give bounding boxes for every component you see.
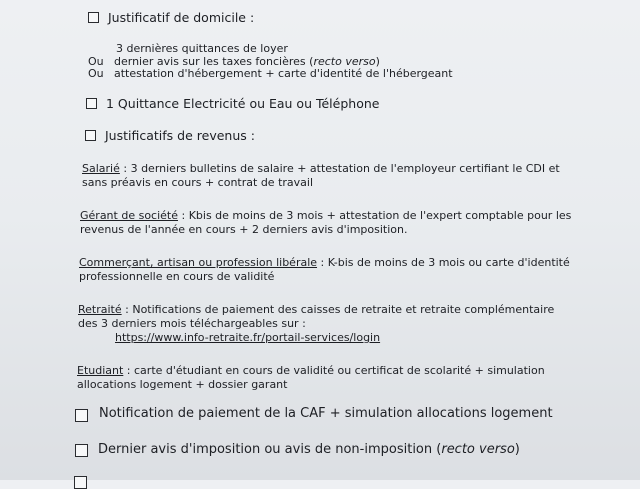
retraite-link[interactable]: https://www.info-retraite.fr/portail-services/login (115, 331, 381, 344)
next-item-checkbox[interactable] (74, 476, 87, 489)
revenus-checkbox[interactable] (85, 130, 96, 141)
revenus-heading: Justificatifs de revenus : (105, 128, 255, 143)
commercant-line-2: professionnelle en cours de validité (79, 270, 275, 283)
domicile-prefix-2: Ou (88, 55, 104, 68)
gerant-line-2: revenus de l'année en cours + 2 derniers avis d'imposition. (80, 223, 408, 236)
salarie-line-1: Salarié : 3 derniers bulletins de salaire + attestation de l'employeur certifiant le CDI et (82, 162, 560, 175)
domicile-prefix-3: Ou (88, 67, 104, 80)
domicile-checkbox[interactable] (88, 12, 99, 23)
caf-checkbox[interactable] (75, 409, 88, 422)
quittance-checkbox[interactable] (86, 98, 97, 109)
salarie-line-2: sans préavis en cours + contrat de travail (82, 176, 314, 189)
etudiant-line-1: Etudiant : carte d'étudiant en cours de validité ou certificat de scolarité + simulation (77, 364, 545, 377)
domicile-line-2: dernier avis sur les taxes foncières (recto verso) (114, 55, 380, 68)
domicile-heading: Justificatif de domicile : (108, 10, 255, 25)
retraite-line-1: Retraité : Notifications de paiement des caisses de retraite et retraite complémentaire (78, 303, 555, 316)
gerant-line-1: Gérant de société : Kbis de moins de 3 mois + attestation de l'expert comptable pour les (80, 209, 572, 222)
quittance-label: 1 Quittance Electricité ou Eau ou Téléphone (106, 96, 380, 111)
imposition-label: Dernier avis d'imposition ou avis de non-imposition (recto verso) (98, 442, 520, 457)
imposition-checkbox[interactable] (75, 444, 88, 457)
etudiant-line-2: allocations logement + dossier garant (77, 378, 288, 391)
domicile-line-1: 3 dernières quittances de loyer (116, 42, 288, 55)
caf-label: Notification de paiement de la CAF + simulation allocations logement (99, 406, 553, 421)
retraite-line-2: des 3 derniers mois téléchargeables sur : (78, 317, 306, 330)
domicile-line-3: attestation d'hébergement + carte d'identité de l'hébergeant (114, 67, 453, 80)
commercant-line-1: Commerçant, artisan ou profession libérale : K-bis de moins de 3 mois ou carte d'identité (79, 256, 570, 269)
